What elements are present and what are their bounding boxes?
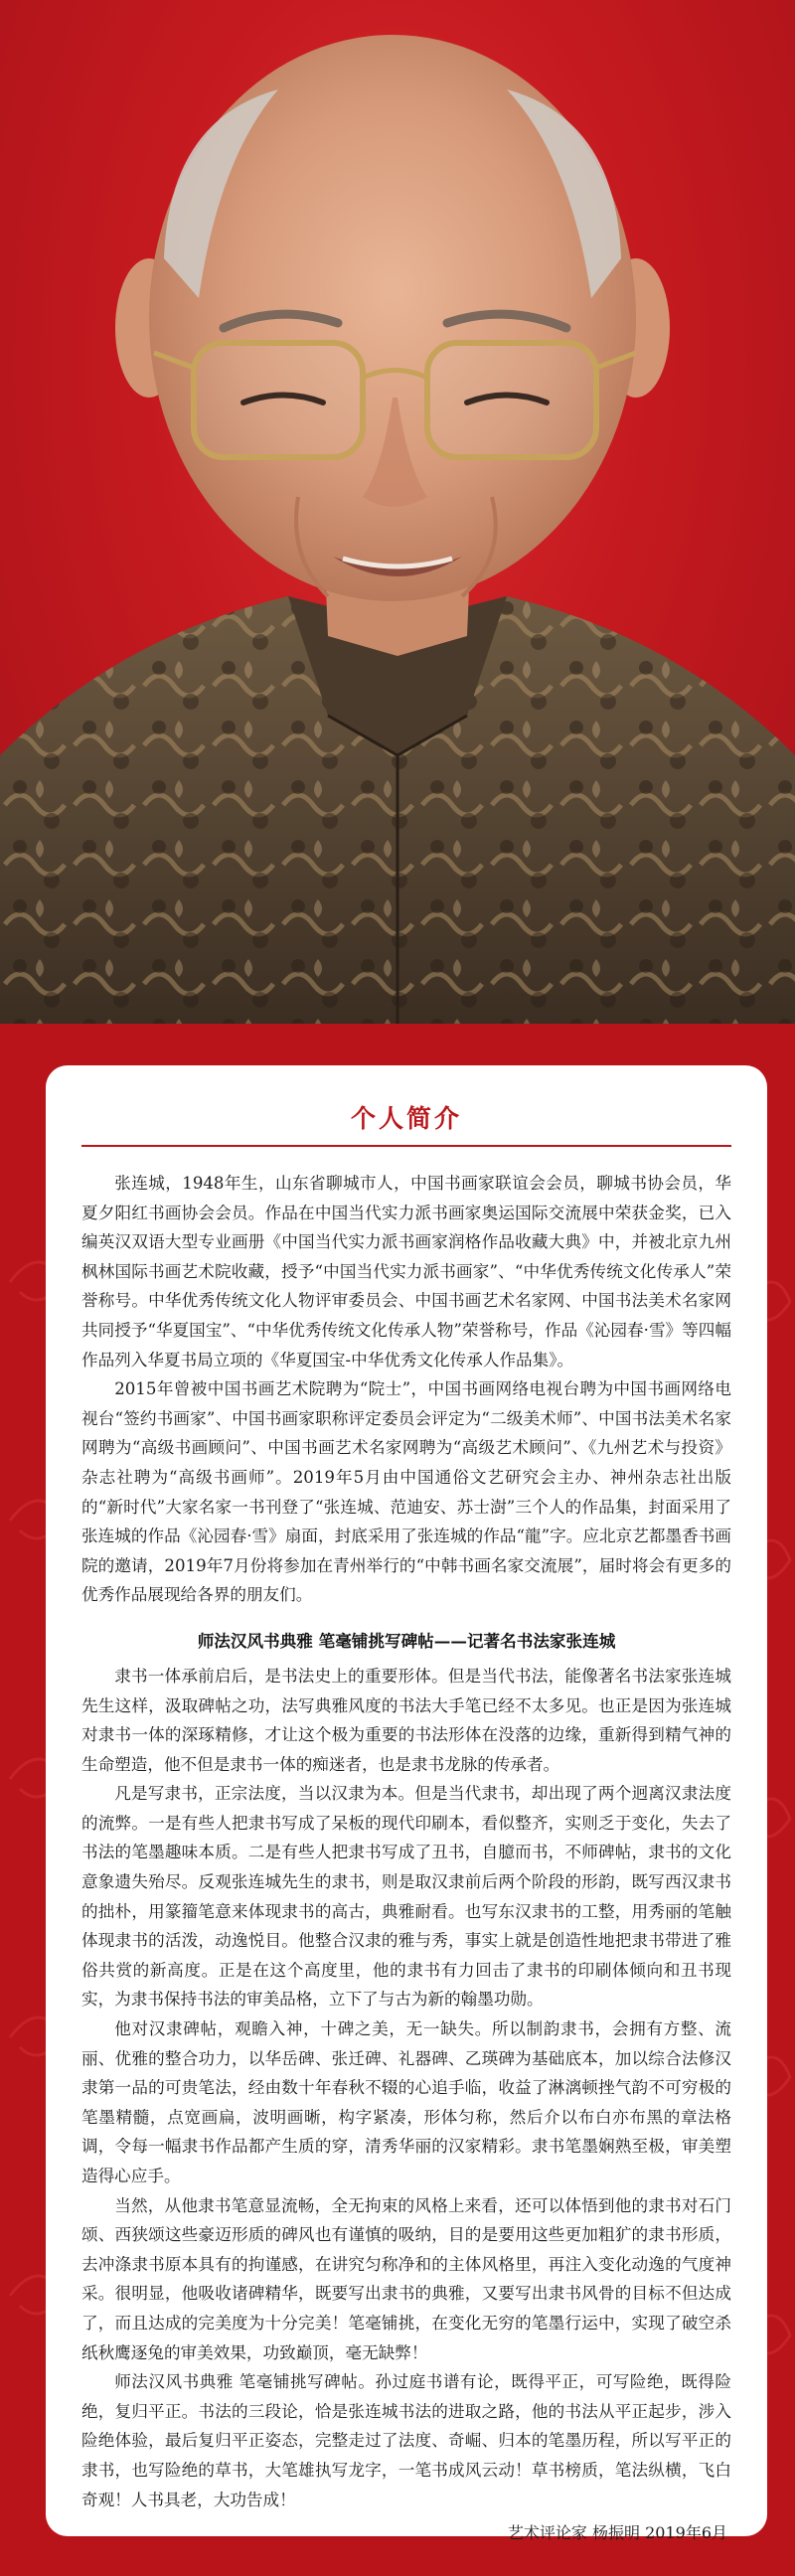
- article-paragraph: 当然，从他隶书笔意显流畅，全无拘束的风格上来看，还可以体悟到他的隶书对石门颂、西狭颂这些豪迈形质的碑风也有谨慎的吸纳，目的是要用这些更加粗犷的隶书形质，去冲涤隶书原本具有的拘谨感，在讲究匀称净和的主体风格里，再注入变化动逸的气度神采。很明显，他吸收诸碑精华，既要写出隶书的典雅，又要写出隶书风骨的目标不但达成了，而且达成的完美度为十分完美！笔毫铺挑，在变化无穷的笔墨行运中，实现了破空杀纸秋鹰逐兔的审美效果，功致巅顶，毫无缺弊！: [81, 2195, 731, 2362]
- portrait-photo-icon: [0, 0, 795, 1024]
- article-signature: 艺术评论家 杨振明 2019年6月: [507, 2523, 727, 2543]
- article-paragraph: 隶书一体承前启后，是书法史上的重要形体。但是当代书法，能像著名书法家张连城先生这样，汲取碑帖之功，法写典雅风度的书法大手笔已经不太多见。也正是因为张连城对隶书一体的深琢精修，才让这个极为重要的书法形体在没落的边缘，重新得到精气神的生命塑造，他不但是隶书一体的痴迷者，也是隶书龙脉的传承者。: [81, 1666, 731, 1774]
- article-heading: 师法汉风书典雅 笔毫铺挑写碑帖——记著名书法家张连城: [197, 1630, 616, 1651]
- title-divider: [81, 1145, 731, 1147]
- profile-paragraph: 2015年曾被中国书画艺术院聘为“院士”，中国书画网络电视台聘为中国书画网络电视台“签约书画家”、中国书画家职称评定委员会评定为“二级美术师”、中国书法美术名家网聘为“高级书画顾问”、中国书画艺术名家网聘为“高级艺术顾问”、《九州艺术与投资》杂志社聘为“高级书画师”。2019年5月由中国通俗文艺研究会主办、神州杂志社出版的“新时代”大家名家一书刊登了“张连城、范迪安、苏士澍”三个人的作品集，封面采用了张连城的作品《沁园春·雪》扇面，封底采用了张连城的作品“龍”字。应北京艺都墨香书画院的邀请，2019年7月份将参加在青州举行的“中韩书画名家交流展”，届时将会有更多的优秀作品展现给各界的朋友们。: [81, 1379, 731, 1605]
- profile-card: [46, 1065, 767, 2543]
- article-paragraph: 师法汉风书典雅 笔毫铺挑写碑帖。孙过庭书谱有论，既得平正，可写险绝，既得险绝，复归平正。书法的三段论，恰是张连城书法的进取之路，他的书法从平正起步，涉入险绝体验，最后复归平正姿态，完整走过了法度、奇崛、归本的笔墨历程，所以写平正的隶书，也写险绝的草书，大笔雄执写龙字，一笔书成风云动！草书榜质，笔法纵横，飞白奇观！人书具老，大功告成！: [81, 2372, 731, 2509]
- article-paragraph: 他对汉隶碑帖，观瞻入神，十碑之美，无一缺失。所以制韵隶书，会拥有方整、流丽、优雅的整合功力，以华岳碑、张迁碑、礼器碑、乙瑛碑为基础底本，加以综合法修汉隶第一品的可贵笔法，经由数十年春秋不辍的心追手临，收益了淋漓顿挫气韵不可穷极的笔墨精髓，点宽画扁，波明画晰，构字紧凑，形体匀称，然后介以布白亦布黑的章法格调，令每一幅隶书作品都产生质的穿，清秀华丽的汉家精彩。隶书笔墨娴熟至极，审美塑造得心应手。: [81, 2019, 731, 2185]
- profile-paragraph: 张连城，1948年生，山东省聊城市人，中国书画家联谊会会员，聊城书协会员，华夏夕阳红书画协会会员。作品在中国当代实力派书画家奥运国际交流展中荣获金奖，已入编英汉双语大型专业画册《中国当代实力派书画家润格作品收藏大典》中，并被北京九州枫林国际书画艺术院收藏，授予“中国当代实力派书画家”、“中华优秀传统文化传承人”荣誉称号。中华优秀传统文化人物评审委员会、中国书画艺术名家网、中国书法美术名家网共同授予“华夏国宝”、“中华优秀传统文化传承人物”荣誉称号，作品《沁园春·雪》等四幅作品列入华夏书局立项的《华夏国宝-中华优秀文化传承人作品集》。: [81, 1174, 731, 1369]
- article-paragraph: 凡是写隶书，正宗法度，当以汉隶为本。但是当代隶书，却出现了两个迥离汉隶法度的流弊。一是有些人把隶书写成了呆板的现代印刷本，看似整齐，实则乏于变化，失去了书法的笔墨趣味本质。二是有些人把隶书写成了丑书，自臆而书，不师碑帖，隶书的文化意象遗失殆尽。反观张连城先生的隶书，则是取汉隶前后两个阶段的形韵，既写西汉隶书的拙朴，用篆籀笔意来体现隶书的高古，典雅耐看。也写东汉隶书的工整，用秀丽的笔触体现隶书的活泼，动逸悦目。他整合汉隶的雅与秀，事实上就是创造性地把隶书带进了雅俗共赏的新高度。正是在这个高度里，他的隶书有力回击了隶书的印刷体倾向和丑书现实，为隶书保持书法的审美品格，立下了与古为新的翰墨功勋。: [81, 1784, 731, 2010]
- profile-title: 个人简介: [350, 1104, 462, 1133]
- portrait-photo: [0, 0, 795, 1024]
